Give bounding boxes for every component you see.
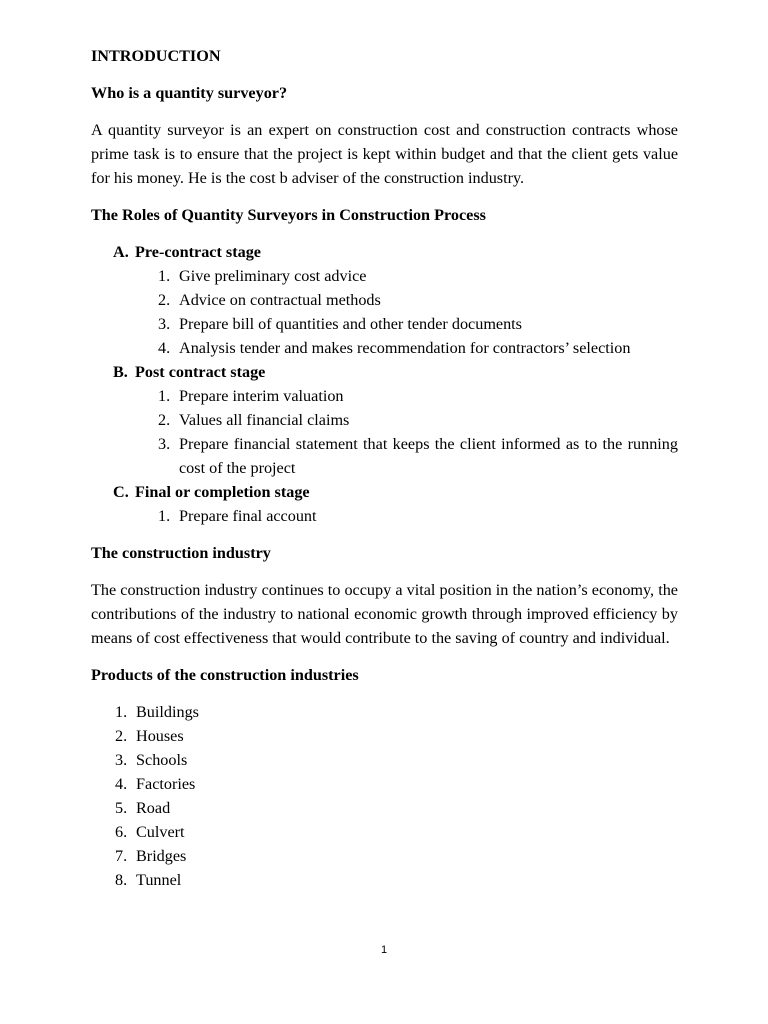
stage-final [91,480,678,528]
intro-heading: INTRODUCTION [91,47,221,65]
construction-paragraph: The construction industry continues to occupy a vital position in the nation’s economy, the contributions of the industry to national economic growth through improved efficiency by means of cost effectiveness that would contribute to the saving of country and individual. [91,581,678,647]
item-number: 1. [158,267,171,285]
list-item [158,432,678,480]
list-item [115,748,678,772]
list-item [158,408,678,432]
list-item [158,504,678,528]
roles-heading: The Roles of Quantity Surveyors in Construction Process [91,206,486,224]
list-item [115,820,678,844]
item-number: 2. [158,411,171,429]
stage-items [135,504,678,528]
item-number: 6. [115,823,128,841]
who-paragraph: A quantity surveyor is an expert on construction cost and construction contracts whose prime task is to ensure that the project is kept within budget and that the client gets value for his money. He is the cost b adviser of the construction industry. [91,121,678,187]
item-number: 5. [115,799,128,817]
item-text: Give preliminary cost advice [179,267,367,285]
item-number: 2. [115,727,128,745]
item-number: 3. [158,315,171,333]
item-text: Prepare interim valuation [179,387,344,405]
item-text: Buildings [136,703,199,721]
item-number: 1. [158,507,171,525]
who-heading: Who is a quantity surveyor? [91,84,288,102]
stage-items [135,384,678,480]
products-heading: Products of the construction industries [91,666,359,684]
list-item [115,844,678,868]
list-item [115,796,678,820]
list-item [158,384,678,408]
item-text: Culvert [136,823,185,841]
list-item [158,288,678,312]
item-text: Factories [136,775,196,793]
list-item [115,724,678,748]
item-number: 4. [158,339,171,357]
stage-letter: C. [113,483,129,501]
item-text: Advice on contractual methods [179,291,381,309]
item-text: Road [136,799,171,817]
list-item [158,336,678,360]
item-number: 7. [115,847,128,865]
list-item [158,312,678,336]
document-body [91,44,678,892]
products-list [91,700,678,892]
item-number: 3. [115,751,128,769]
stage-title: Pre-contract stage [135,243,261,261]
item-number: 2. [158,291,171,309]
list-item [115,868,678,892]
list-item [115,700,678,724]
item-text: Prepare bill of quantities and other tender documents [179,315,522,333]
item-number: 1. [158,387,171,405]
item-number: 1. [115,703,128,721]
item-text: Tunnel [136,871,182,889]
stage-post-contract [91,360,678,480]
item-text: Schools [136,751,188,769]
construction-heading: The construction industry [91,544,271,562]
stage-pre-contract [91,240,678,360]
item-text: Prepare financial statement that keeps the client informed as to the running cost of the project [179,435,678,477]
page-number: 1 [380,944,388,956]
stages-list [91,240,678,528]
stage-letter: A. [113,243,129,261]
list-item [115,772,678,796]
item-number: 3. [158,435,171,453]
stage-letter: B. [113,363,128,381]
stage-items [135,264,678,360]
item-text: Houses [136,727,184,745]
stage-title: Post contract stage [135,363,266,381]
item-text: Values all financial claims [179,411,350,429]
list-item [158,264,678,288]
item-number: 8. [115,871,128,889]
item-text: Prepare final account [179,507,317,525]
item-text: Analysis tender and makes recommendation for contractors’ selection [179,339,631,357]
item-text: Bridges [136,847,187,865]
item-number: 4. [115,775,128,793]
stage-title: Final or completion stage [135,483,310,501]
